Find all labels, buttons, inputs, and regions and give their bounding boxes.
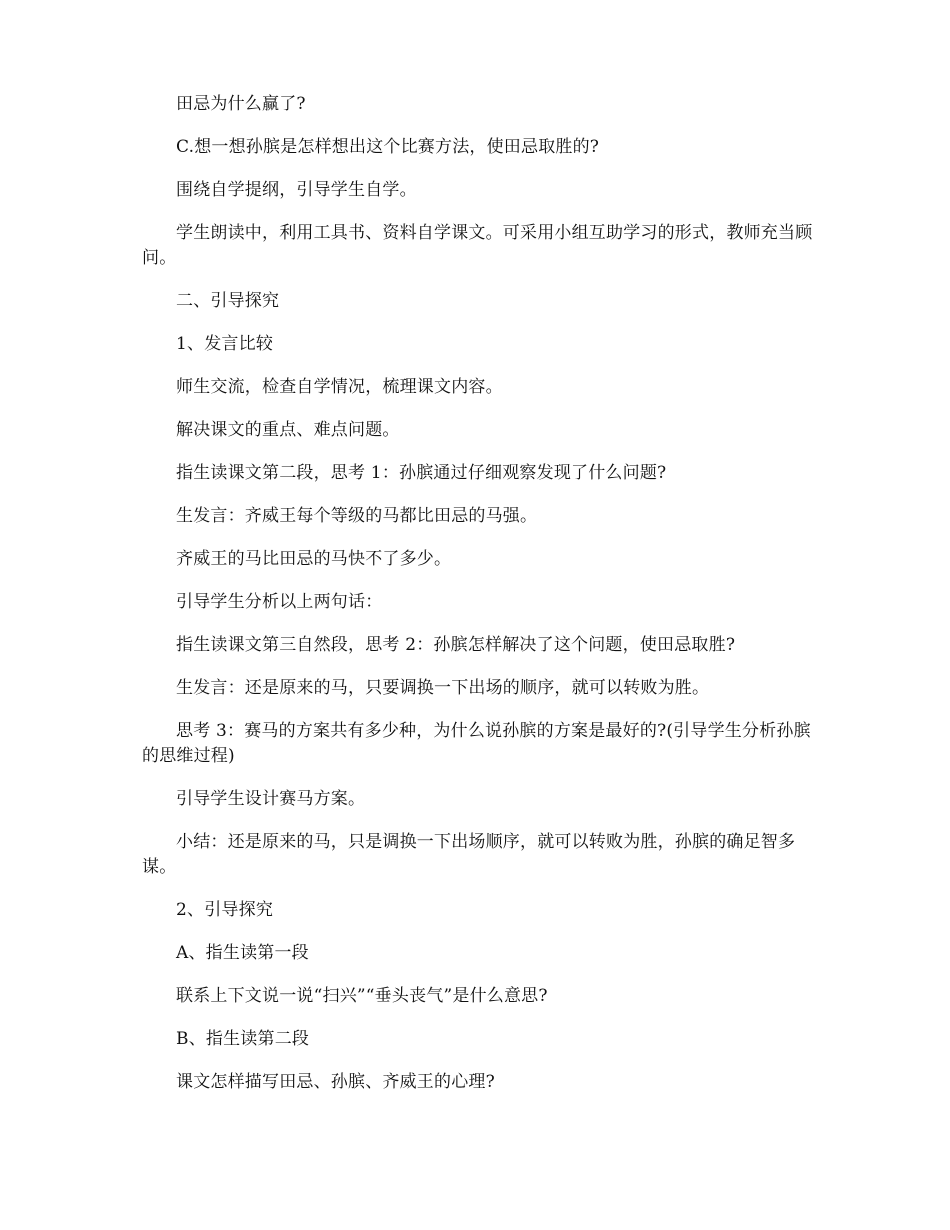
paragraph: 齐威王的马比田忌的马快不了多少。	[176, 549, 452, 569]
paragraph: 指生读课文第二段，思考 1：孙膑通过仔细观察发现了什么问题?	[176, 463, 667, 483]
paragraph: B、指生读第二段	[176, 1029, 310, 1049]
paragraph: 思考 3：赛马的方案共有多少种，为什么说孙膑的方案是最好的?(引导学生分析孙膑的思维过程)	[142, 721, 811, 766]
subsection-heading: 2、引导探究	[176, 900, 274, 920]
paragraph: C.想一想孙膑是怎样想出这个比赛方法，使田忌取胜的?	[176, 137, 600, 157]
paragraph: 师生交流，检查自学情况，梳理课文内容。	[176, 377, 503, 397]
paragraph: 课文怎样描写田忌、孙膑、齐威王的心理?	[176, 1072, 495, 1092]
paragraph: 学生朗读中，利用工具书、资料自学课文。可采用小组互助学习的形式，教师充当顾问。	[142, 223, 813, 268]
paragraph: 生发言：齐威王每个等级的马都比田忌的马强。	[176, 506, 538, 526]
paragraph: 围绕自学提纲，引导学生自学。	[176, 180, 417, 200]
paragraph: A、指生读第一段	[176, 943, 309, 963]
paragraph: 指生读课文第三自然段，思考 2：孙膑怎样解决了这个问题，使田忌取胜?	[176, 635, 736, 655]
paragraph: 小结：还是原来的马，只是调换一下出场顺序，就可以转败为胜，孙膑的确足智多谋。	[142, 832, 796, 877]
subsection-heading: 1、发言比较	[176, 334, 274, 354]
paragraph: 生发言：还是原来的马，只要调换一下出场的顺序，就可以转败为胜。	[176, 678, 710, 698]
paragraph: 联系上下文说一说“扫兴”“垂头丧气”是什么意思?	[176, 986, 548, 1006]
section-heading: 二、引导探究	[176, 291, 280, 311]
paragraph: 引导学生分析以上两句话：	[176, 592, 383, 612]
paragraph: 田忌为什么赢了?	[176, 94, 306, 114]
paragraph: 引导学生设计赛马方案。	[176, 789, 366, 809]
paragraph: 解决课文的重点、难点问题。	[176, 420, 400, 440]
